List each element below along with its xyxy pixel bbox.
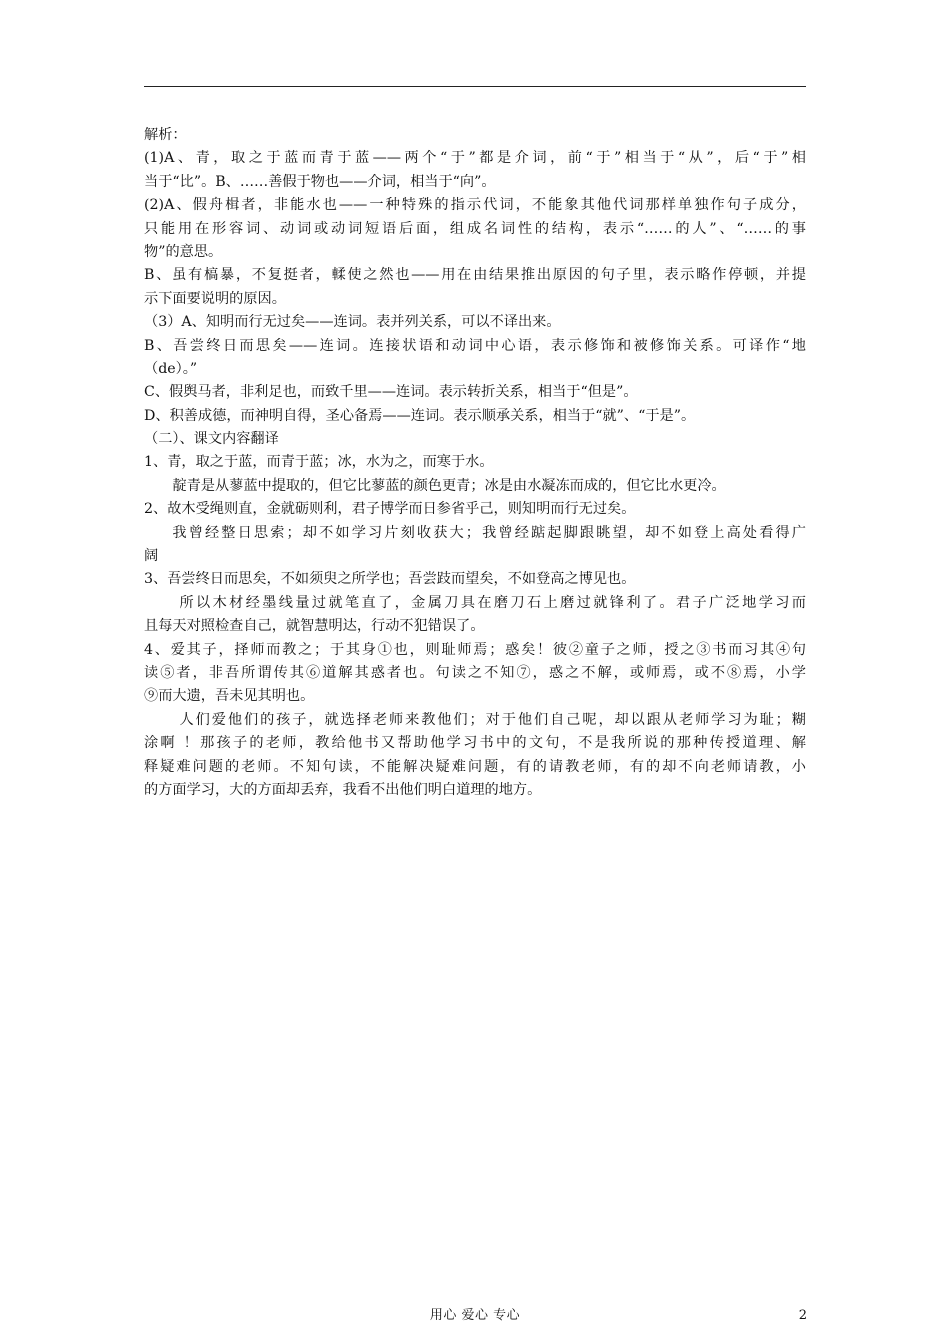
- text-line: 3、吾尝终日而思矣，不如须臾之所学也；吾尝跂而望矣，不如登高之博见也。: [144, 571, 636, 588]
- text-line: 4、爱其子，择师而教之；于其身①也，则耻师焉；惑矣！彼②童子之师，授之③书而习其④句: [144, 641, 806, 658]
- text-line: 我曾经整日思索；却不如学习片刻收获大；我曾经踮起脚跟眺望，却不如登上高处看得广: [172, 524, 806, 541]
- text-line: ⑨而大遗，吾未见其明也。: [144, 688, 315, 705]
- text-line: （3）A、知明而行无过矣——连词。表并列关系，可以不译出来。: [144, 314, 561, 331]
- header-rule: [144, 86, 806, 87]
- text-line: 所以木材经墨线量过就笔直了，金属刀具在磨刀石上磨过就锋利了。君子广泛地学习而: [179, 594, 806, 611]
- text-line: 释疑难问题的老师。不知句读，不能解决疑难问题，有的请教老师，有的却不向老师请教，小: [144, 758, 806, 775]
- text-line: 涂啊 ！那孩子的老师，教给他书又帮助他学习书中的文句，不是我所说的那种传授道理、解: [144, 735, 806, 752]
- text-line: B、虽有槁暴，不复挺者，輮使之然也——用在由结果推出原因的句子里，表示略作停顿，并提: [144, 267, 806, 284]
- text-line: (2)A、假舟楫者，非能水也——一种特殊的指示代词，不能象其他代词那样单独作句子成分，: [144, 197, 806, 214]
- text-line: 当于“比”。B、……善假于物也——介词，相当于“向”。: [144, 173, 496, 190]
- text-line: 1、青，取之于蓝，而青于蓝；冰，水为之，而寒于水。: [144, 454, 494, 471]
- text-line: 2、故木受绳则直，金就砺则利，君子博学而日参省乎己，则知明而行无过矣。: [144, 501, 636, 518]
- text-line: 靛青是从蓼蓝中提取的，但它比蓼蓝的颜色更青；冰是由水凝冻而成的，但它比水更冷。: [172, 477, 726, 494]
- text-line: 人们爱他们的孩子，就选择老师来教他们；对于他们自己呢，却以跟从老师学习为耻；糊: [179, 711, 806, 728]
- text-line: （de）。”: [144, 360, 198, 377]
- text-line: 示下面要说明的原因。: [144, 290, 286, 307]
- text-line: 物”的意思。: [144, 243, 223, 260]
- text-line: 阔: [144, 548, 159, 565]
- text-line: C、假舆马者，非利足也，而致千里——连词。表示转折关系，相当于“但是”。: [144, 384, 638, 401]
- page-number: 2: [798, 1308, 807, 1323]
- footer-motto: 用心 爱心 专心: [429, 1308, 521, 1323]
- text-line: 解析：: [144, 127, 187, 143]
- text-line: B、吾尝终日而思矣——连词。连接状语和动词中心语，表示修饰和被修饰关系。可译作“地: [144, 337, 806, 354]
- text-line: 的方面学习，大的方面却丢弃，我看不出他们明白道理的地方。: [144, 781, 542, 798]
- body-text: [144, 124, 806, 802]
- text-line: （二）、课文内容翻译: [144, 431, 279, 448]
- text-line: D、积善成德，而神明自得，圣心备焉——连词。表示顺承关系，相当于“就”、“于是”。: [144, 407, 696, 424]
- text-line: 读⑤者，非吾所谓传其⑥道解其惑者也。句读之不知⑦，惑之不解，或师焉，或不⑧焉，小学: [144, 664, 806, 681]
- text-line: 且每天对照检查自己，就智慧明达，行动不犯错误了。: [144, 618, 485, 635]
- text-line: (1)A、青，取之于蓝而青于蓝——两个“于”都是介词，前“于”相当于“从”，后“于”相: [144, 150, 806, 167]
- text-line: 只能用在形容词、动词或动词短语后面，组成名词性的结构，表示“……的人”、“……的事: [144, 220, 806, 237]
